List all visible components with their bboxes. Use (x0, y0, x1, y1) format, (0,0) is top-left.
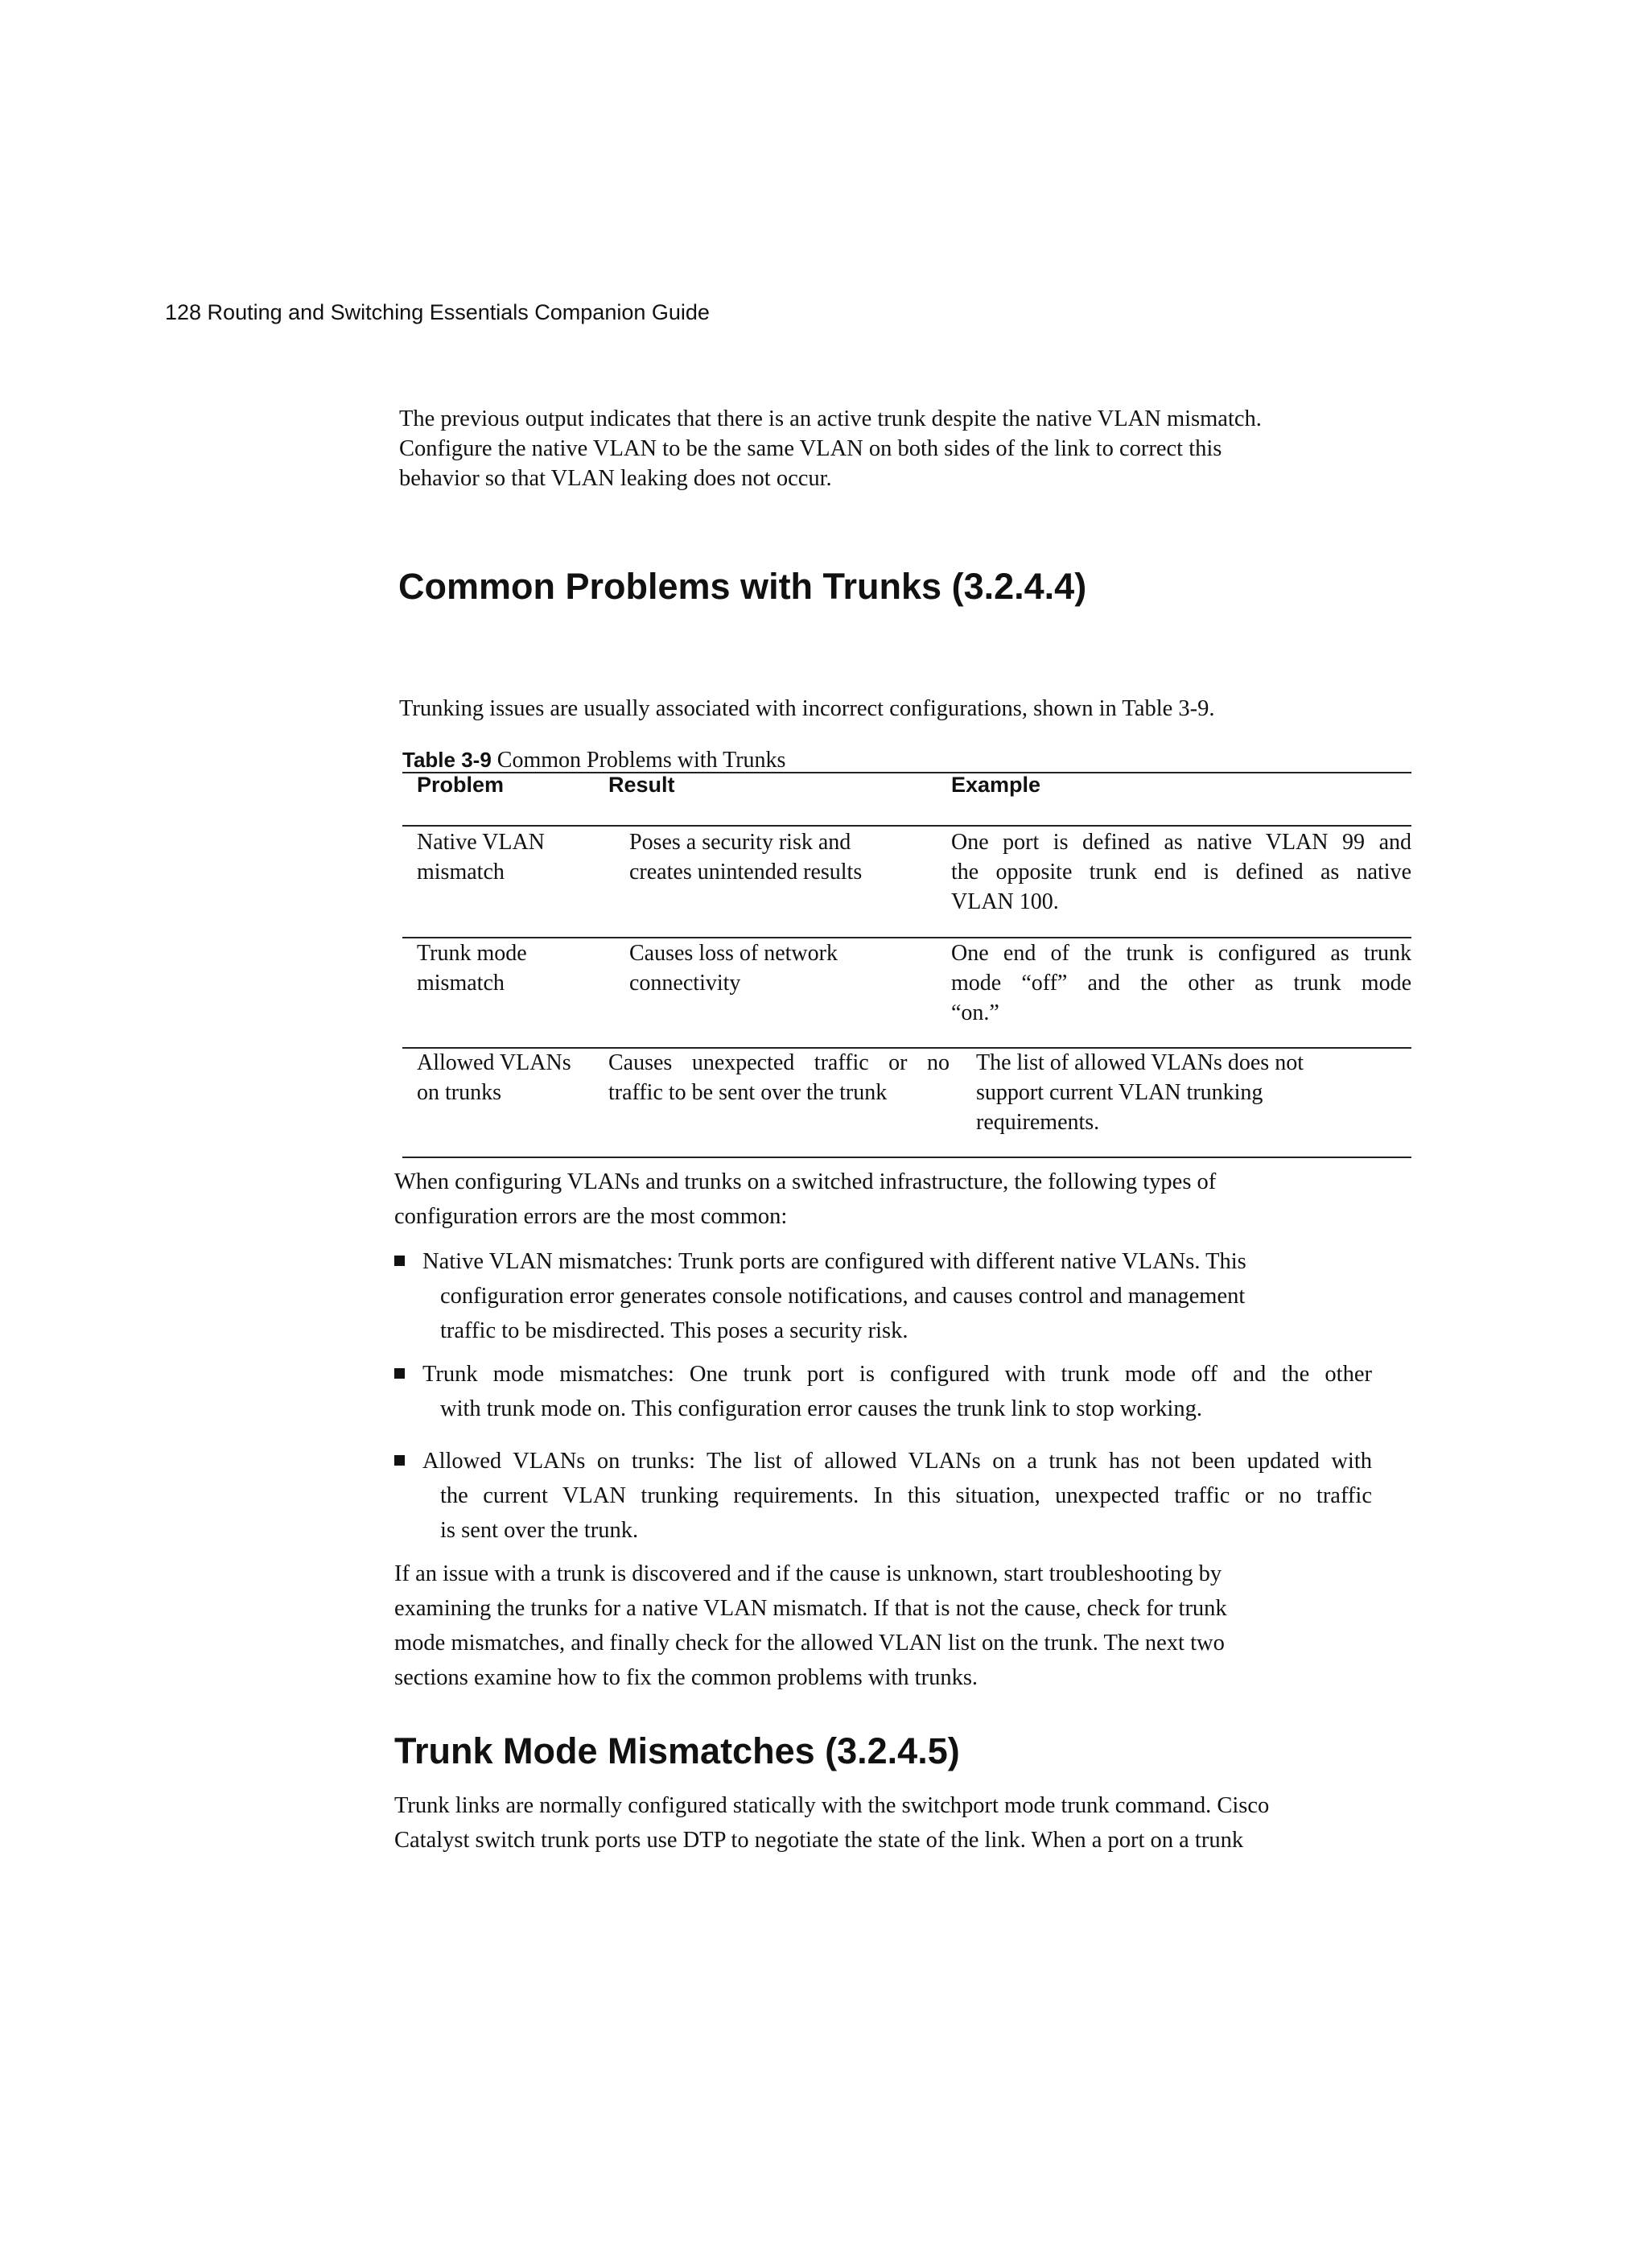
subsection-heading: Trunk Mode Mismatches (3.2.4.5) (394, 1730, 960, 1771)
paragraph-line: If an issue with a trunk is discovered and if the cause is unknown, start troubleshooting by (394, 1561, 1222, 1586)
cell-line: mode “off” and the other as trunk mode (951, 971, 1411, 996)
table-header-result: Result (608, 773, 675, 797)
table-cell-example-1 (951, 827, 1411, 917)
cell-line: mismatch (417, 971, 505, 996)
config-errors-paragraph (394, 1165, 1216, 1234)
cell-line: Causes unexpected traffic or no (608, 1050, 950, 1075)
intro-line-2: Configure the native VLAN to be the same VLAN on both sides of the link to correct this (399, 436, 1222, 461)
table-cell-result-1 (629, 827, 862, 887)
paragraph-line: When configuring VLANs and trunks on a switched infrastructure, the following types of (394, 1169, 1217, 1194)
cell-line: requirements. (976, 1110, 1100, 1135)
table-cell-problem-3 (417, 1048, 571, 1107)
cell-line: support current VLAN trunking (976, 1080, 1263, 1105)
table-bottom-rule (402, 1157, 1411, 1158)
cell-line: the opposite trunk end is defined as native (951, 860, 1411, 885)
cell-line: mismatch (417, 860, 505, 885)
cell-line: Causes loss of network (629, 941, 838, 966)
table-cell-result-3 (608, 1048, 950, 1107)
cell-line: Native VLAN (417, 830, 545, 855)
troubleshooting-paragraph (394, 1557, 1227, 1695)
bullet-line: Native VLAN mismatches: Trunk ports are configured with different native VLANs. This (422, 1249, 1246, 1274)
cell-line: on trunks (417, 1080, 501, 1105)
table-cell-example-2 (951, 938, 1411, 1028)
cell-line: connectivity (629, 971, 741, 996)
table-cell-problem-2 (417, 938, 527, 998)
table-caption-number: Table 3-9 (402, 748, 492, 772)
table-caption-title: Common Problems with Trunks (496, 748, 786, 773)
bullet-line: Trunk mode mismatches: One trunk port is configured with trunk mode off and the other (422, 1362, 1372, 1387)
section-heading: Common Problems with Trunks (3.2.4.4) (398, 566, 1087, 607)
intro-line-3: behavior so that VLAN leaking does not occur. (399, 466, 832, 491)
bullet-line: is sent over the trunk. (440, 1518, 639, 1543)
paragraph-line: Catalyst switch trunk ports use DTP to negotiate the state of the link. When a port on a trunk (394, 1828, 1244, 1853)
table-cell-problem-1 (417, 827, 545, 887)
table-header-example: Example (951, 773, 1041, 797)
table-cell-result-2 (629, 938, 838, 998)
trunk-mode-paragraph (394, 1788, 1269, 1858)
table-header-rule (402, 825, 1411, 827)
cell-line: creates unintended results (629, 860, 863, 885)
cell-line: Poses a security risk and (629, 830, 851, 855)
cell-line: Trunk mode (417, 941, 527, 966)
cell-line: One end of the trunk is configured as trunk (951, 941, 1411, 966)
table-cell-example-3 (976, 1048, 1304, 1137)
cell-line: Allowed VLANs (417, 1050, 571, 1075)
cell-line: “on.” (951, 1000, 999, 1025)
cell-line: One port is defined as native VLAN 99 and (951, 830, 1411, 855)
bullet-line: with trunk mode on. This configuration error causes the trunk link to stop working. (440, 1396, 1202, 1421)
paragraph-line: mode mismatches, and finally check for the allowed VLAN list on the trunk. The next two (394, 1631, 1225, 1656)
intro-line-1: The previous output indicates that there is an active trunk despite the native VLAN mismatch. (399, 406, 1262, 431)
intro-paragraph (399, 404, 1262, 493)
bullet-square-icon (394, 1455, 405, 1466)
running-head: 128 Routing and Switching Essentials Companion Guide (165, 300, 710, 324)
bullet-line: traffic to be misdirected. This poses a security risk. (440, 1318, 908, 1343)
bullet-line: Allowed VLANs on trunks: The list of allowed VLANs on a trunk has not been updated with (422, 1449, 1372, 1474)
lead-line: Trunking issues are usually associated with incorrect configurations, shown in Table 3-9. (399, 696, 1215, 721)
table-top-rule (402, 772, 1411, 773)
paragraph-line: sections examine how to fix the common problems with trunks. (394, 1665, 978, 1690)
table-caption (402, 746, 785, 774)
lead-paragraph (399, 694, 1215, 724)
paragraph-line: Trunk links are normally configured statically with the switchport mode trunk command. Cisco (394, 1793, 1270, 1818)
bullet-square-icon (394, 1256, 405, 1266)
cell-line: VLAN 100. (951, 889, 1059, 914)
table-header-problem: Problem (417, 773, 505, 797)
paragraph-line: configuration errors are the most common: (394, 1204, 788, 1229)
cell-line: traffic to be sent over the trunk (608, 1080, 888, 1105)
paragraph-line: examining the trunks for a native VLAN mismatch. If that is not the cause, check for trunk (394, 1596, 1227, 1621)
bullet-square-icon (394, 1368, 405, 1379)
bullet-line: the current VLAN trunking requirements. In this situation, unexpected traffic or no traffic (440, 1483, 1372, 1508)
cell-line: The list of allowed VLANs does not (976, 1050, 1304, 1075)
bullet-line: configuration error generates console notifications, and causes control and management (440, 1284, 1246, 1309)
